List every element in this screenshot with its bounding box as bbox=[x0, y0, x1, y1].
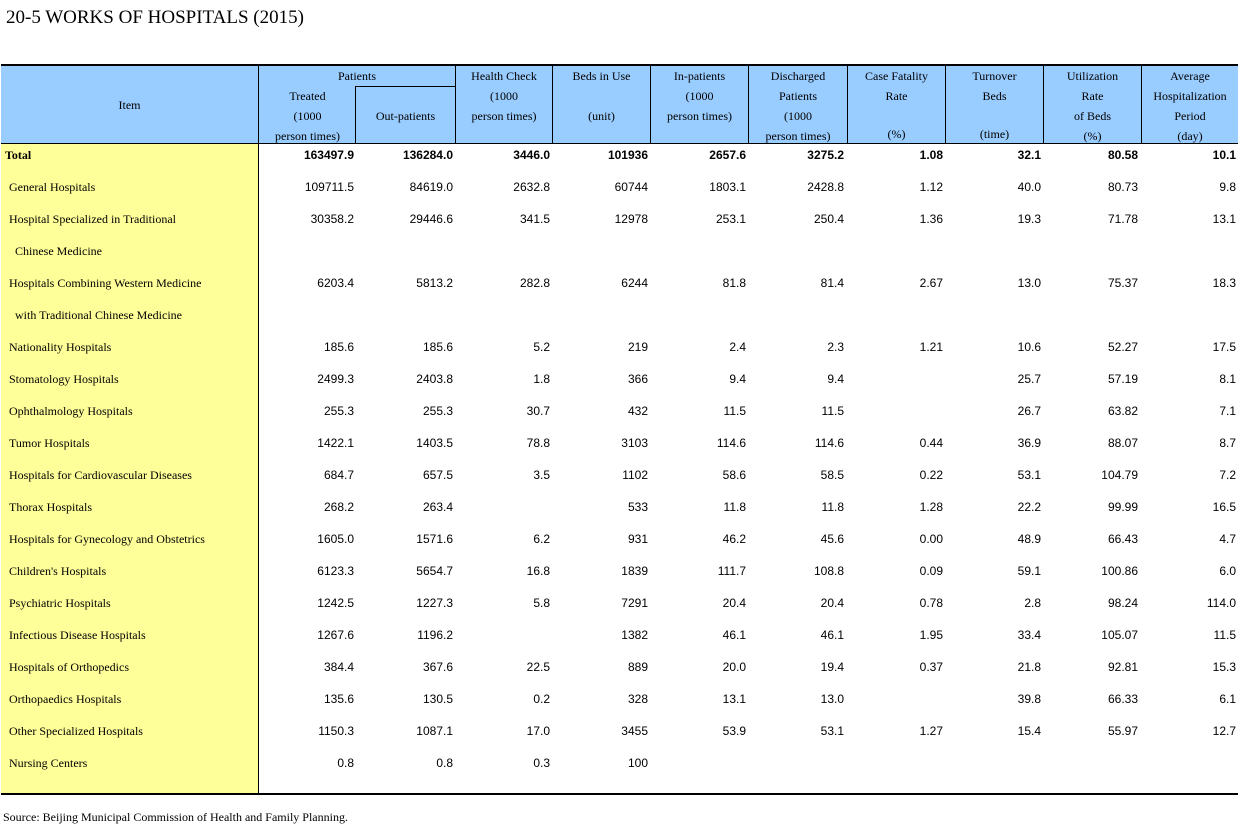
row-label: Psychiatric Hospitals bbox=[9, 596, 111, 610]
row-value: 59.1 bbox=[1017, 564, 1041, 578]
row-value: 1.27 bbox=[919, 724, 943, 738]
row-value: 13.1 bbox=[1212, 212, 1236, 226]
row-label: with Traditional Chinese Medicine bbox=[15, 308, 182, 322]
row-value: 366 bbox=[627, 372, 648, 386]
row-value: 11.5 bbox=[723, 404, 746, 418]
header-patients-group: Patients bbox=[338, 69, 376, 83]
row-value: 136284.0 bbox=[402, 148, 453, 162]
row-value bbox=[357, 293, 453, 325]
header-in-patients: In-patients (1000 person times) bbox=[667, 69, 732, 123]
row-value bbox=[1140, 229, 1236, 261]
row-label: Hospital Specialized in Traditional bbox=[9, 212, 176, 226]
row-value: 20.4 bbox=[722, 596, 746, 610]
source-note: Source: Beijing Municipal Commission of Health and Family Planning. bbox=[3, 810, 348, 824]
header-discharged-patients: Discharged Patients (1000 person times) bbox=[765, 69, 831, 143]
row-value: 250.4 bbox=[813, 212, 844, 226]
row-value: 931 bbox=[627, 532, 648, 546]
row-value: 21.8 bbox=[1017, 660, 1041, 674]
row-value: 88.07 bbox=[1107, 436, 1138, 450]
row-value: 1087.1 bbox=[416, 724, 453, 738]
row-value bbox=[454, 485, 550, 517]
header-average-hospitalization: Average Hospitalization Period (day) bbox=[1153, 69, 1227, 143]
row-value: 3455 bbox=[621, 724, 648, 738]
header-out-patients: Out-patients bbox=[375, 109, 436, 123]
row-value bbox=[454, 229, 550, 261]
row-value: 63.82 bbox=[1107, 404, 1138, 418]
table-row bbox=[1, 613, 1238, 645]
row-value: 100 bbox=[627, 756, 648, 770]
row-value: 1196.2 bbox=[417, 628, 453, 642]
row-value: 1.8 bbox=[533, 372, 550, 386]
table-row bbox=[1, 421, 1238, 453]
row-value: 219 bbox=[627, 340, 648, 354]
row-value bbox=[1042, 229, 1138, 261]
row-value: 1.12 bbox=[919, 180, 943, 194]
row-label: General Hospitals bbox=[9, 180, 96, 194]
row-value: 58.6 bbox=[722, 468, 746, 482]
header-item: Item bbox=[118, 97, 141, 112]
row-value: 99.99 bbox=[1107, 500, 1138, 514]
row-value: 92.81 bbox=[1107, 660, 1138, 674]
row-value: 20.0 bbox=[722, 660, 746, 674]
row-value: 11.8 bbox=[723, 500, 746, 514]
row-value bbox=[945, 293, 1041, 325]
row-value: 78.8 bbox=[526, 436, 550, 450]
row-value: 75.37 bbox=[1107, 276, 1138, 290]
row-value: 1803.1 bbox=[709, 180, 746, 194]
table-row bbox=[1, 229, 1238, 261]
row-label: Hospitals Combining Western Medicine bbox=[9, 276, 202, 290]
row-value: 71.78 bbox=[1107, 212, 1138, 226]
row-value: 81.8 bbox=[722, 276, 746, 290]
row-value bbox=[748, 229, 844, 261]
row-value: 9.8 bbox=[1219, 180, 1236, 194]
row-value: 1150.3 bbox=[318, 724, 354, 738]
row-value: 1422.1 bbox=[317, 436, 354, 450]
row-value: 1571.6 bbox=[416, 532, 453, 546]
row-value bbox=[1042, 293, 1138, 325]
row-value: 5813.2 bbox=[416, 276, 453, 290]
row-value: 1242.5 bbox=[317, 596, 354, 610]
row-value: 9.4 bbox=[729, 372, 746, 386]
row-value bbox=[945, 741, 1041, 773]
row-value: 6.2 bbox=[533, 532, 550, 546]
row-value: 60744 bbox=[614, 180, 648, 194]
row-value: 0.8 bbox=[337, 756, 354, 770]
row-value: 2.4 bbox=[729, 340, 746, 354]
row-value: 282.8 bbox=[519, 276, 550, 290]
row-value: 1.28 bbox=[919, 500, 943, 514]
row-value bbox=[552, 293, 648, 325]
row-value: 2499.3 bbox=[317, 372, 354, 386]
row-value bbox=[847, 677, 943, 709]
row-label: Thorax Hospitals bbox=[9, 500, 92, 514]
row-value bbox=[748, 741, 844, 773]
row-value: 0.3 bbox=[533, 756, 550, 770]
row-value: 0.22 bbox=[919, 468, 943, 482]
row-value: 16.5 bbox=[1212, 500, 1236, 514]
row-value bbox=[945, 229, 1041, 261]
row-value: 533 bbox=[627, 500, 648, 514]
header-patients-treated: Treated (1000 person times) bbox=[275, 89, 340, 143]
row-value bbox=[650, 293, 746, 325]
row-value: 98.24 bbox=[1107, 596, 1138, 610]
row-label: Hospitals of Orthopedics bbox=[9, 660, 129, 674]
row-value: 15.4 bbox=[1017, 724, 1041, 738]
row-value bbox=[748, 293, 844, 325]
row-value: 13.0 bbox=[820, 692, 844, 706]
row-value: 6.1 bbox=[1219, 692, 1236, 706]
row-value: 5.2 bbox=[533, 340, 550, 354]
row-value: 0.44 bbox=[919, 436, 943, 450]
row-value bbox=[357, 229, 453, 261]
row-value: 45.6 bbox=[820, 532, 844, 546]
row-value: 6.0 bbox=[1219, 564, 1236, 578]
row-label: Hospitals for Cardiovascular Diseases bbox=[9, 468, 192, 482]
row-value bbox=[847, 741, 943, 773]
row-value: 0.8 bbox=[436, 756, 453, 770]
table-header bbox=[1, 64, 1238, 144]
table-row bbox=[1, 645, 1238, 677]
row-value: 81.4 bbox=[820, 276, 844, 290]
row-value: 7291 bbox=[621, 596, 648, 610]
row-value: 163497.9 bbox=[303, 148, 354, 162]
row-label: Hospitals for Gynecology and Obstetrics bbox=[9, 532, 205, 546]
table-row bbox=[1, 293, 1238, 325]
row-label: Children's Hospitals bbox=[9, 564, 107, 578]
row-label: Total bbox=[5, 148, 32, 162]
row-value: 255.3 bbox=[323, 404, 354, 418]
row-value: 53.1 bbox=[820, 724, 844, 738]
row-value: 1382 bbox=[621, 628, 648, 642]
row-value: 2.67 bbox=[919, 276, 943, 290]
row-value: 114.0 bbox=[1206, 596, 1236, 610]
row-value: 1839 bbox=[621, 564, 648, 578]
row-value: 5654.7 bbox=[416, 564, 453, 578]
table-row bbox=[1, 261, 1238, 293]
row-value: 105.07 bbox=[1101, 628, 1138, 642]
row-value: 0.2 bbox=[533, 692, 550, 706]
row-value: 46.2 bbox=[722, 532, 746, 546]
row-value: 48.9 bbox=[1017, 532, 1041, 546]
row-value: 11.5 bbox=[1213, 628, 1236, 642]
row-value: 8.7 bbox=[1219, 436, 1236, 450]
table-row bbox=[1, 517, 1238, 549]
row-value: 26.7 bbox=[1017, 404, 1041, 418]
row-value: 6203.4 bbox=[317, 276, 354, 290]
row-value: 33.4 bbox=[1017, 628, 1041, 642]
header-case-fatality-rate: Case Fatality Rate (%) bbox=[865, 69, 928, 141]
row-value: 3103 bbox=[621, 436, 648, 450]
row-value: 20.4 bbox=[820, 596, 844, 610]
row-value: 3275.2 bbox=[807, 148, 844, 162]
row-value: 6123.3 bbox=[317, 564, 354, 578]
hospital-works-table bbox=[1, 64, 1238, 795]
row-value bbox=[258, 293, 354, 325]
row-value: 53.1 bbox=[1017, 468, 1041, 482]
row-value: 109711.5 bbox=[304, 180, 354, 194]
row-value: 53.9 bbox=[722, 724, 746, 738]
table-row bbox=[1, 165, 1238, 197]
row-value: 657.5 bbox=[422, 468, 453, 482]
row-value: 268.2 bbox=[323, 500, 354, 514]
header-beds-in-use: Beds in Use (unit) bbox=[572, 69, 631, 123]
table-row bbox=[1, 325, 1238, 357]
row-value: 0.09 bbox=[919, 564, 943, 578]
row-value: 684.7 bbox=[323, 468, 354, 482]
table-row bbox=[1, 389, 1238, 421]
header-health-check: Health Check (1000 person times) bbox=[471, 69, 537, 123]
row-value bbox=[847, 229, 943, 261]
row-value: 0.00 bbox=[919, 532, 943, 546]
row-value: 10.1 bbox=[1212, 148, 1236, 162]
row-value: 16.8 bbox=[526, 564, 550, 578]
row-value: 19.4 bbox=[820, 660, 844, 674]
row-value: 66.33 bbox=[1107, 692, 1138, 706]
row-value: 255.3 bbox=[422, 404, 453, 418]
table-row bbox=[1, 741, 1238, 773]
row-value: 66.43 bbox=[1107, 532, 1138, 546]
row-value: 84619.0 bbox=[409, 180, 453, 194]
row-value: 30358.2 bbox=[310, 212, 354, 226]
row-value: 328 bbox=[627, 692, 648, 706]
row-value: 25.7 bbox=[1017, 372, 1041, 386]
row-value: 101936 bbox=[607, 148, 648, 162]
row-value: 263.4 bbox=[422, 500, 453, 514]
row-value: 4.7 bbox=[1219, 532, 1236, 546]
row-value: 114.6 bbox=[716, 436, 746, 450]
row-value: 100.86 bbox=[1101, 564, 1138, 578]
row-value: 1.95 bbox=[919, 628, 943, 642]
row-value bbox=[847, 357, 943, 389]
row-value: 10.6 bbox=[1017, 340, 1041, 354]
row-value: 1.36 bbox=[919, 212, 943, 226]
row-value bbox=[650, 741, 746, 773]
table-body bbox=[1, 144, 1238, 795]
row-value: 114.6 bbox=[814, 436, 844, 450]
row-value: 46.1 bbox=[820, 628, 844, 642]
row-label: Orthopaedics Hospitals bbox=[9, 692, 122, 706]
row-value: 2.8 bbox=[1024, 596, 1041, 610]
row-value: 19.3 bbox=[1017, 212, 1041, 226]
table-row bbox=[1, 133, 1238, 165]
row-value: 341.5 bbox=[519, 212, 550, 226]
row-value: 2.3 bbox=[827, 340, 844, 354]
row-label: Infectious Disease Hospitals bbox=[9, 628, 146, 642]
row-label: Tumor Hospitals bbox=[9, 436, 90, 450]
row-value: 104.79 bbox=[1101, 468, 1138, 482]
row-value: 130.5 bbox=[422, 692, 453, 706]
row-value: 17.0 bbox=[526, 724, 550, 738]
table-row bbox=[1, 485, 1238, 517]
table-row bbox=[1, 549, 1238, 581]
row-value: 39.8 bbox=[1017, 692, 1041, 706]
row-value bbox=[1042, 741, 1138, 773]
row-value: 40.0 bbox=[1017, 180, 1041, 194]
row-value: 253.1 bbox=[715, 212, 746, 226]
row-value: 15.3 bbox=[1212, 660, 1236, 674]
row-value: 5.8 bbox=[533, 596, 550, 610]
row-label: Nationality Hospitals bbox=[9, 340, 112, 354]
row-value: 1403.5 bbox=[416, 436, 453, 450]
row-value: 17.5 bbox=[1212, 340, 1236, 354]
row-value: 1.21 bbox=[919, 340, 943, 354]
row-value: 1102 bbox=[622, 468, 648, 482]
row-value: 2657.6 bbox=[709, 148, 746, 162]
row-value: 432 bbox=[627, 404, 648, 418]
table-row bbox=[1, 197, 1238, 229]
row-value: 52.27 bbox=[1107, 340, 1138, 354]
row-value: 1227.3 bbox=[416, 596, 453, 610]
row-value: 0.37 bbox=[919, 660, 943, 674]
row-value: 185.6 bbox=[323, 340, 354, 354]
row-value bbox=[1140, 293, 1236, 325]
table-row bbox=[1, 357, 1238, 389]
row-label: Nursing Centers bbox=[9, 756, 88, 770]
row-value: 0.78 bbox=[919, 596, 943, 610]
row-label: Ophthalmology Hospitals bbox=[9, 404, 133, 418]
row-value: 3.5 bbox=[533, 468, 550, 482]
row-value: 384.4 bbox=[323, 660, 354, 674]
header-turnover-beds: Turnover Beds (time) bbox=[972, 69, 1017, 141]
row-value: 29446.6 bbox=[409, 212, 453, 226]
row-label: Stomatology Hospitals bbox=[9, 372, 119, 386]
row-value: 12978 bbox=[614, 212, 648, 226]
table-row bbox=[1, 581, 1238, 613]
row-value: 108.8 bbox=[813, 564, 844, 578]
row-value: 30.7 bbox=[526, 404, 550, 418]
row-value: 889 bbox=[627, 660, 648, 674]
row-value bbox=[454, 293, 550, 325]
table-row bbox=[1, 677, 1238, 709]
row-value: 22.2 bbox=[1017, 500, 1041, 514]
row-value: 22.5 bbox=[526, 660, 550, 674]
row-value: 7.1 bbox=[1219, 404, 1236, 418]
row-value bbox=[1140, 741, 1236, 773]
row-value: 2403.8 bbox=[416, 372, 453, 386]
row-value bbox=[454, 613, 550, 645]
row-value: 1.08 bbox=[919, 148, 943, 162]
row-value: 367.6 bbox=[422, 660, 453, 674]
row-value bbox=[650, 229, 746, 261]
row-label: Other Specialized Hospitals bbox=[9, 724, 143, 738]
row-value: 3446.0 bbox=[513, 148, 550, 162]
row-value: 2632.8 bbox=[513, 180, 550, 194]
row-value: 135.6 bbox=[323, 692, 354, 706]
table-row bbox=[1, 453, 1238, 485]
row-value: 8.1 bbox=[1219, 372, 1236, 386]
row-value: 7.2 bbox=[1219, 468, 1236, 482]
row-value bbox=[552, 229, 648, 261]
row-label: Chinese Medicine bbox=[15, 244, 102, 258]
row-value: 6244 bbox=[621, 276, 648, 290]
row-value: 12.7 bbox=[1212, 724, 1236, 738]
row-value bbox=[847, 293, 943, 325]
row-value: 111.7 bbox=[717, 564, 746, 578]
row-value: 1605.0 bbox=[317, 532, 354, 546]
row-value: 11.8 bbox=[821, 500, 844, 514]
row-value: 80.58 bbox=[1107, 148, 1138, 162]
row-value: 2428.8 bbox=[807, 180, 844, 194]
row-value bbox=[847, 389, 943, 421]
row-value: 58.5 bbox=[820, 468, 844, 482]
row-value: 36.9 bbox=[1017, 436, 1041, 450]
page-title: 20-5 WORKS OF HOSPITALS (2015) bbox=[6, 7, 304, 28]
row-value: 1267.6 bbox=[317, 628, 354, 642]
row-value: 57.19 bbox=[1107, 372, 1138, 386]
row-value: 55.97 bbox=[1107, 724, 1138, 738]
row-value: 80.73 bbox=[1107, 180, 1138, 194]
row-value: 46.1 bbox=[722, 628, 746, 642]
row-value: 13.1 bbox=[722, 692, 746, 706]
table-row bbox=[1, 709, 1238, 741]
header-utilization-rate: Utilization Rate of Beds (%) bbox=[1066, 69, 1119, 143]
row-value: 185.6 bbox=[422, 340, 453, 354]
row-value: 13.0 bbox=[1017, 276, 1041, 290]
row-value bbox=[258, 229, 354, 261]
row-value: 18.3 bbox=[1212, 276, 1236, 290]
row-value: 11.5 bbox=[821, 404, 844, 418]
row-value: 9.4 bbox=[827, 372, 844, 386]
row-value: 32.1 bbox=[1017, 148, 1041, 162]
